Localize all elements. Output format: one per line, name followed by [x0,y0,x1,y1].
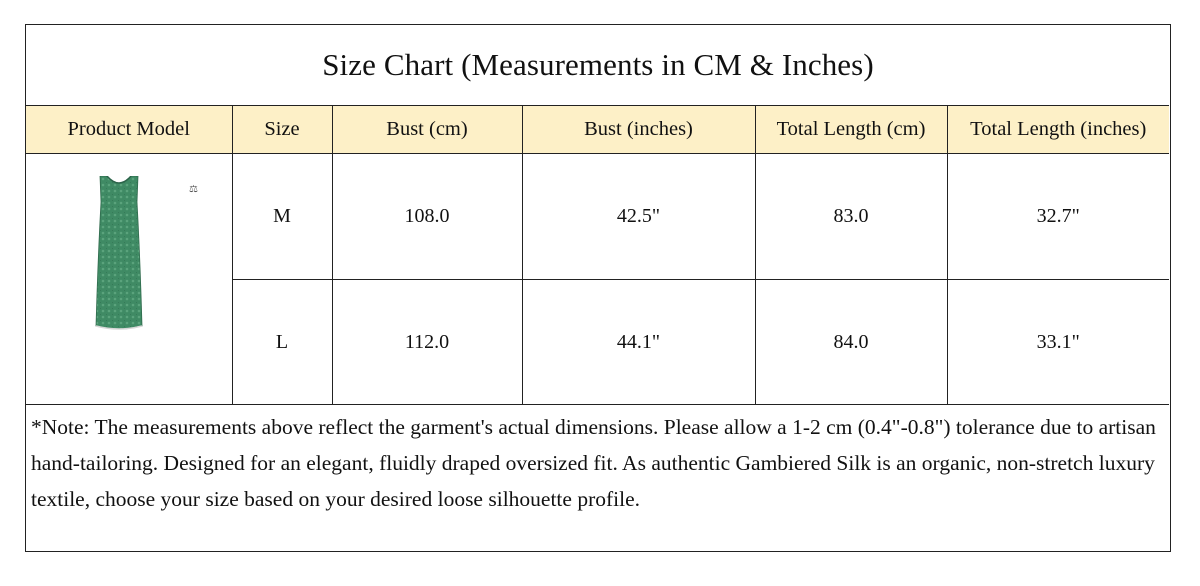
measurement-note: *Note: The measurements above reflect the garment's actual dimensions. Please allow a 1-2 cm (0.4"-0.8") tolerance due to artisan hand-tailoring. Designed for an elegant, fluidly draped oversized fit. As authentic Gambiered Silk is an organic, non-stretch luxury textile, choose your size based on your desired loose silhouette profile. [31,415,1156,511]
dress-image [94,176,144,336]
header-length-inches: Total Length (inches) [947,106,1169,154]
header-product-model: Product Model [26,106,232,154]
bust-cm-cell: 108.0 [332,154,522,280]
size-cell: L [232,280,332,405]
header-bust-inches: Bust (inches) [522,106,755,154]
length-inches-cell: 32.7" [947,154,1169,280]
length-cm-cell: 84.0 [755,280,947,405]
hanger-tag-icon: ⚖ [189,184,198,195]
header-size: Size [232,106,332,154]
size-chart [25,24,1171,552]
size-table [26,105,1169,405]
bust-cm-cell: 112.0 [332,280,522,405]
table-row [26,154,1169,280]
product-image-cell [26,154,232,405]
size-cell: M [232,154,332,280]
bust-inches-cell: 44.1" [522,280,755,405]
header-row [26,106,1169,154]
length-cm-cell: 83.0 [755,154,947,280]
header-length-cm: Total Length (cm) [755,106,947,154]
chart-title: Size Chart (Measurements in CM & Inches) [322,47,874,82]
bust-inches-cell: 42.5" [522,154,755,280]
header-bust-cm: Bust (cm) [332,106,522,154]
length-inches-cell: 33.1" [947,280,1169,405]
